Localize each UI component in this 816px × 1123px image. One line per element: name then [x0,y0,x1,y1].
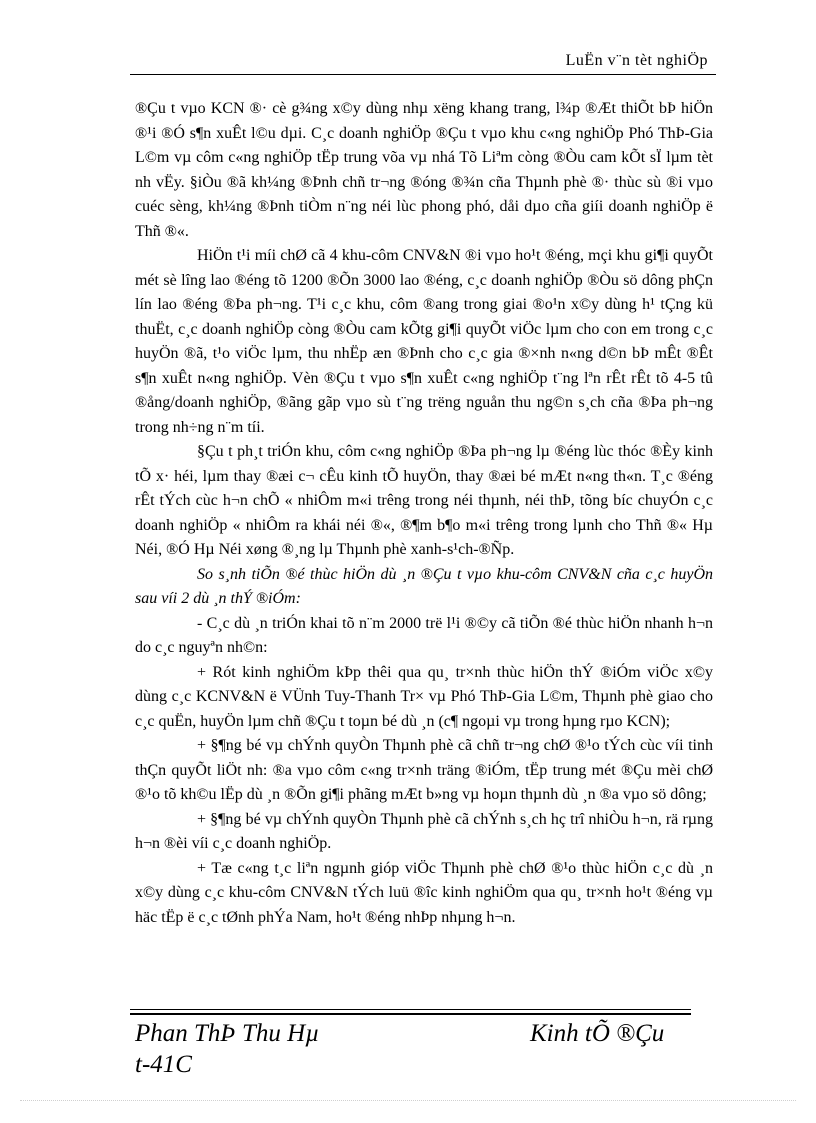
footer-author: Phan ThÞ Thu Hµ [135,1020,320,1047]
footer-department: Kinh tÕ ®Çu [530,1020,665,1047]
header-rule [130,74,716,75]
paragraph-list-intro: - C¸c dù ¸n triÓn khai tõ n¨m 2000 trë l¹i ®©y cã tiÕn ®é thùc hiÖn nhanh h¬n do c¸c nguyªn nh©n: [135,614,713,656]
paragraph-comparison-heading: So s¸nh tiÕn ®é thùc hiÖn dù ¸n ®Çu t vµo khu-côm CNV&N cña c¸c huyÖn sau víi 2 dù ¸n thÝ ®iÓm: [135,565,713,607]
footer-class: t-41C [135,1051,192,1078]
paragraph-reason-2: + §¶ng bé vµ chÝnh quyÒn Thµnh phè cã chñ tr¬ng chØ ®¹o tÝch cùc víi tinh thÇn quyÕt liÖt nh: ®a vµo côm c«ng tr×nh träng ®iÓm, tËp trung mét ®Çu mèi chØ ®¹o tõ kh©u lËp dù ¸n ®Õn gi¶i phãng mÆt b»ng vµ hoµn thµnh dù ¸n ®a vµo sö dông; [135,737,713,803]
paragraph-2: HiÖn t¹i míi chØ cã 4 khu-côm CNV&N ®i vµo ho¹t ®éng, mçi khu gi¶i quyÕt mét sè lîng lao ®éng tõ 1200 ®Õn 3000 lao ®éng, c¸c doanh nghiÖp ®Òu sö dông phÇn lín lao ®éng ®Þa ph¬ng. T¹i c¸c khu, côm ®ang trong giai ®o¹n x©y dùng h¹ tÇng kü thuËt, c¸c doanh nghiÖp còng ®Òu cam kÕtg gi¶i quyÕt viÖc lµm cho con em trong c¸c huyÖn ®ã, t¹o viÖc lµm, thu nhËp æn ®Þnh cho c¸c gia ®×nh n«ng d©n bÞ mÊt ®Êt s¶n xuÊt n«ng nghiÖp. Vèn ®Çu t vµo s¶n xuÊt c«ng nghiÖp t¨ng lªn rÊt rÊt tõ 4-5 tû ®ång/doanh nghiÖp, ®ãng gãp vµo sù t¨ng trëng nguån thu ng©n s¸ch cña ®Þa ph¬ng trong nh÷ng n¨m tíi. [135,247,713,436]
page-bottom-border [20,1100,796,1101]
paragraph-1: ®Çu t vµo KCN ®· cè g¾ng x©y dùng nhµ xëng khang trang, l¾p ®Æt thiÕt bÞ hiÖn ®¹i ®Ó s¶n xuÊt l©u dµi. C¸c doanh nghiÖp ®Çu t vµo khu c«ng nghiÖp Phó ThÞ-Gia L©m vµ côm c«ng nghiÖp tËp trung võa vµ nhá Tõ Liªm còng ®Òu cam kÕt sÏ lµm tèt nh vËy. §iÒu ®ã kh¼ng ®Þnh chñ tr¬ng ®óng ®¾n cña Thµnh phè ®· thùc sù ®i vµo cuéc sèng, kh¼ng ®Þnh tiÒm n¨ng néi lùc phong phó, dåi dµo cña giíi doanh nghiÖp ë Thñ ®«. [135,100,713,240]
paragraph-3: §Çu t ph¸t triÓn khu, côm c«ng nghiÖp ®Þa ph¬ng lµ ®éng lùc thóc ®Èy kinh tÕ x· héi, lµm thay ®æi c¬ cÊu kinh tÕ huyÖn, thay ®æi bé mÆt n«ng th«n. T¸c ®éng rÊt tÝch cùc h¬n chÕ « nhiÔm m«i trêng trong néi thµnh, néi thÞ, tõng bíc chuyÓn c¸c doanh nghiÖp « nhiÔm ra khái néi ®«, ®¶m b¶o m«i trêng trong lµnh cho Thñ ®« Hµ Néi, ®Ó Hµ Néi xøng ®¸ng lµ Thµnh phè xanh-s¹ch-®Ñp. [135,443,713,558]
paragraph-reason-4: + Tæ c«ng t¸c liªn ngµnh gióp viÖc Thµnh phè chØ ®¹o thùc hiÖn c¸c dù ¸n x©y dùng c¸c khu-côm CNV&N tÝch luü ®îc kinh nghiÖm qua qu¸ tr×nh ho¹t ®éng vµ häc tËp ë c¸c tØnh phÝa Nam, ho¹t ®éng nhÞp nhµng h¬n. [135,859,713,926]
footer-rule-thin [130,1009,691,1010]
running-header-title: LuËn v¨n tèt nghiÖp [565,52,708,69]
footer-rule-thick [130,1013,691,1015]
document-body [135,97,713,930]
paragraph-reason-1: + Rót kinh nghiÖm kÞp thêi qua qu¸ tr×nh thùc hiÖn thÝ ®iÓm viÖc x©y dùng c¸c KCNV&N ë VÜnh Tuy-Thanh Tr× vµ Phó ThÞ-Gia L©m, Thµnh phè giao cho c¸c quËn, huyÖn lµm chñ ®Çu t toµn bé dù ¸n (c¶ ngoµi vµ trong hµng rµo KCN); [135,663,713,730]
paragraph-reason-3: + §¶ng bé vµ chÝnh quyÒn Thµnh phè cã chÝnh s¸ch hç trî nhiÒu h¬n, rä rµng h¬n ®èi víi c¸c doanh nghiÖp. [135,810,713,852]
